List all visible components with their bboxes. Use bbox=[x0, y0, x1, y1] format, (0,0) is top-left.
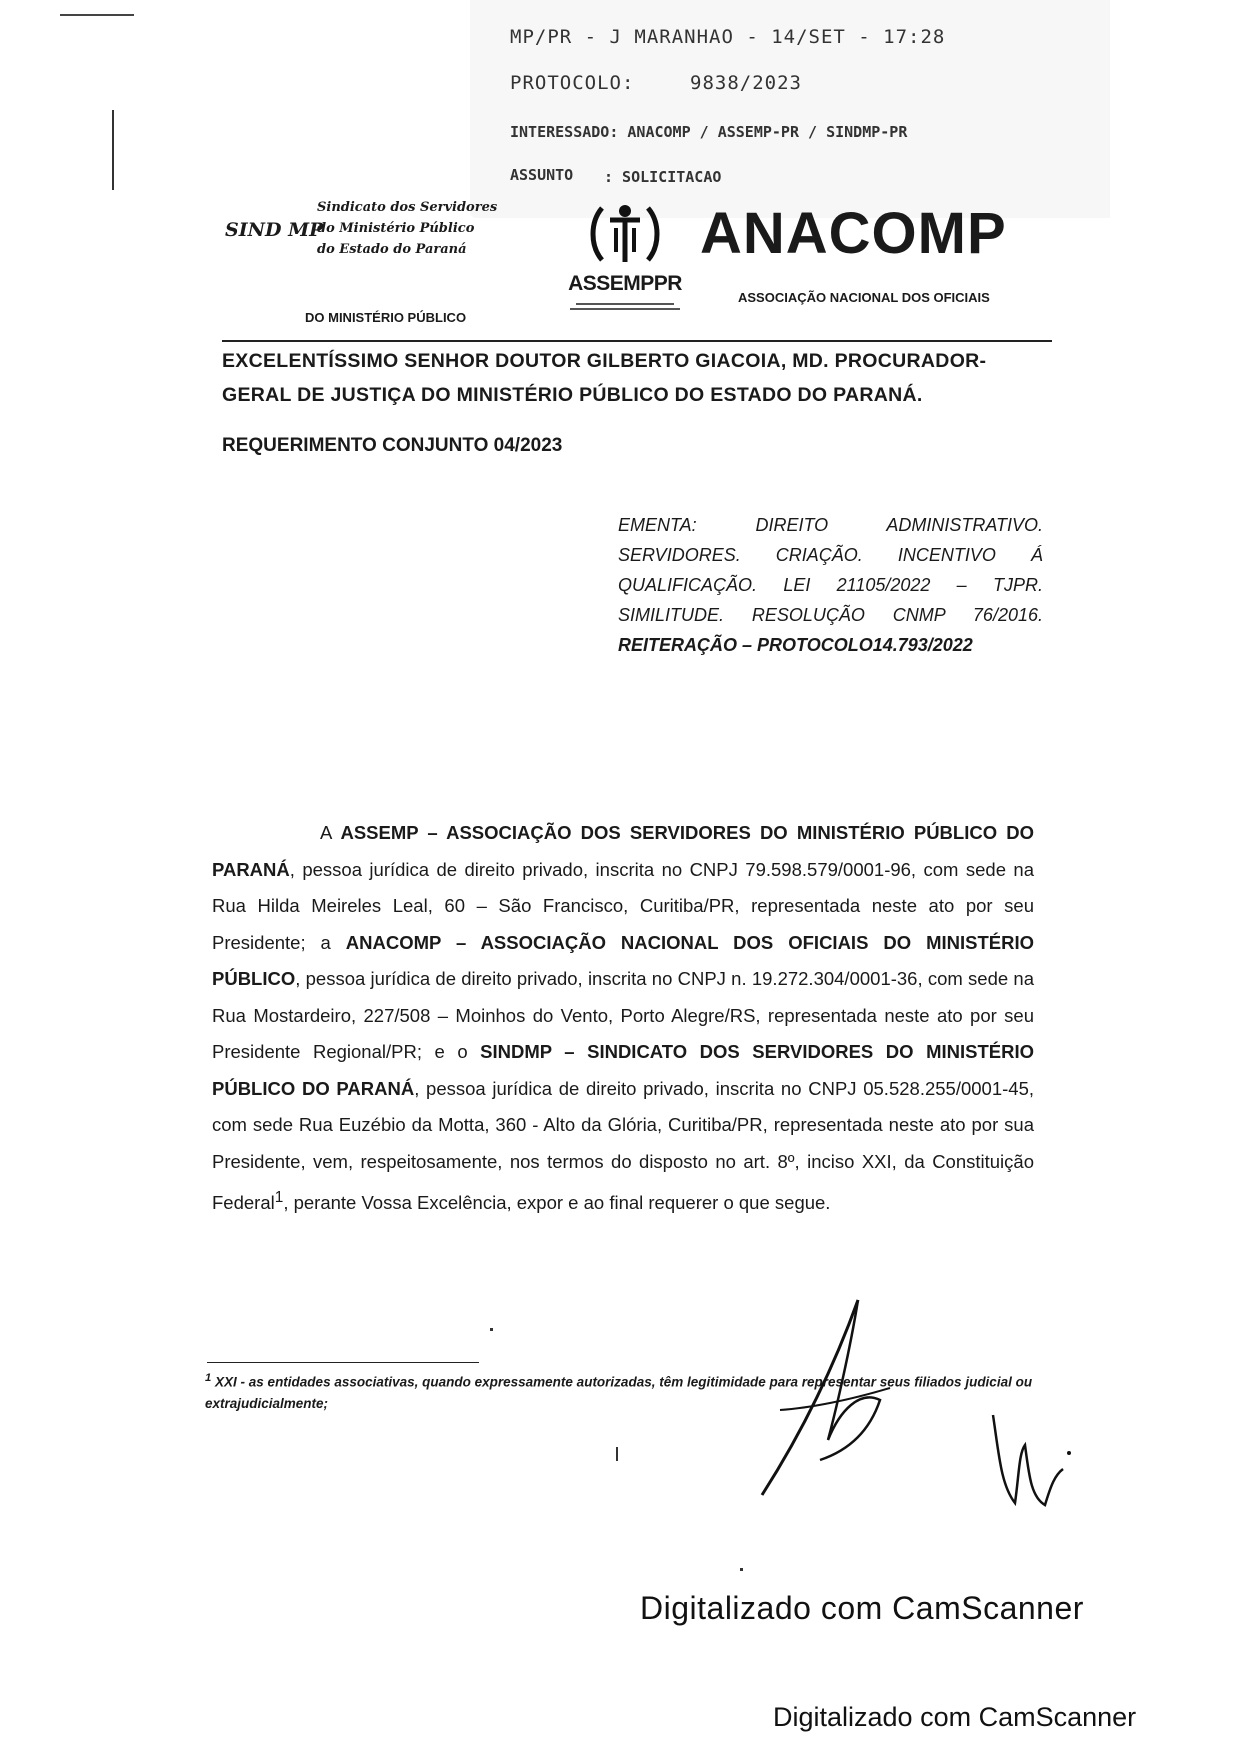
camscanner-watermark-upper: Digitalizado com CamScanner bbox=[640, 1590, 1084, 1626]
addressee-heading: EXCELENTÍSSIMO SENHOR DOUTOR GILBERTO GIACOIA, MD. PROCURADOR-GERAL DE JUSTIÇA DO MINISTÉRIO PÚBLICO DO ESTADO DO PARANÁ. bbox=[222, 350, 987, 406]
ementa-line: REITERAÇÃO – PROTOCOLO14.793/2022 bbox=[618, 635, 973, 655]
scan-dot bbox=[490, 1328, 493, 1331]
body-paragraph: A ASSEMP – ASSOCIAÇÃO DOS SERVIDORES DO MINISTÉRIO PÚBLICO DO PARANÁ, pessoa jurídica de direito privado, inscrita no CNPJ 79.598.579/0001-96, com sede na Rua Hilda Meireles Leal, 60 – São Francisco, Curitiba/PR, representada neste ato por seu Presidente; a ANACOMP – ASSOCIAÇÃO NACIONAL DOS OFICIAIS DO MINISTÉRIO PÚBLICO, pessoa jurídica de direito privado, inscrita no CNPJ n. 19.272.304/0001-36, com sede na Rua Mostardeiro, 227/508 – Moinhos do Vento, Porto Alegre/RS, representada neste ato por seu Presidente Regional/PR; e o SINDMP – SINDICATO DOS SERVIDORES DO MINISTÉRIO PÚBLICO DO PARANÁ, pessoa jurídica de direito privado, inscrita no CNPJ 05.528.255/0001-45, com sede Rua Euzébio da Motta, 360 - Alto da Glória, Curitiba/PR, representada neste ato por sua Presidente, vem, respeitosamente, nos termos do disposto no art. 8º, inciso XXI, da Constituição Federal$^1$, perante Vossa Excelência, expor e ao final requerer o que segue. bbox=[212, 822, 1034, 1214]
scan-mark bbox=[112, 110, 114, 190]
entity-assemp: ASSEMP – ASSOCIAÇÃO DOS SERVIDORES DO MINISTÉRIO PÚBLICO DO PARANÁ bbox=[212, 822, 1034, 880]
ementa-line: QUALIFICAÇÃO. LEI 21105/2022 – TJPR. bbox=[618, 575, 1043, 595]
signature-2 bbox=[985, 1405, 1080, 1515]
header-divider bbox=[222, 340, 1052, 342]
ementa-line: SERVIDORES. CRIAÇÃO. INCENTIVO Á bbox=[618, 545, 1043, 565]
footnote-text: XXI - as entidades associativas, quando expressamente autorizadas, têm legitimidade para representar seus filiados judicial ou extrajudicialmente; bbox=[205, 1374, 1033, 1411]
anacomp-subtitle: ASSOCIAÇÃO NACIONAL DOS OFICIAIS bbox=[738, 290, 990, 305]
entity-sindmp: SINDMP – SINDICATO DOS SERVIDORES DO MINISTÉRIO PÚBLICO DO PARANÁ bbox=[212, 1041, 1034, 1099]
assemp-tagline-graphic bbox=[570, 302, 680, 312]
ementa-block bbox=[618, 510, 1043, 660]
ementa-line: EMENTA: DIREITO ADMINISTRATIVO. bbox=[618, 515, 1043, 535]
assemp-emblem-icon bbox=[588, 202, 662, 266]
stamp-assunto-label: ASSUNTO bbox=[510, 166, 574, 184]
stamp-date-line: MP/PR - J MARANHAO - 14/SET - 17:28 bbox=[510, 26, 946, 48]
sindmp-abbr: SIND MP bbox=[225, 219, 324, 241]
assemp-logo bbox=[560, 202, 690, 320]
anacomp-logo bbox=[700, 200, 1050, 310]
sindmp-full-name: Sindicato dos Servidores do Ministério Público do Estado do Paraná bbox=[317, 200, 498, 257]
scan-mark bbox=[616, 1447, 618, 1461]
sindmp-logo bbox=[225, 197, 525, 269]
protocol-stamp bbox=[470, 0, 1110, 218]
stamp-assunto-value: : SOLICITACAO bbox=[604, 168, 722, 186]
stamp-interessado: INTERESSADO: ANACOMP / ASSEMP-PR / SINDMP-PR bbox=[510, 123, 908, 141]
document-title: REQUERIMENTO CONJUNTO 04/2023 bbox=[222, 435, 563, 456]
ementa-line: SIMILITUDE. RESOLUÇÃO CNMP 76/2016. bbox=[618, 605, 1043, 625]
footnote bbox=[205, 1368, 1035, 1414]
scan-dot bbox=[740, 1568, 743, 1571]
signature-1 bbox=[740, 1290, 910, 1510]
stamp-protocol-value: 9838/2023 bbox=[690, 72, 802, 94]
footnote-divider bbox=[207, 1362, 479, 1363]
anacomp-name: ANACOMP bbox=[700, 201, 1007, 266]
scan-mark bbox=[60, 14, 134, 16]
camscanner-watermark-lower: Digitalizado com CamScanner bbox=[773, 1702, 1137, 1732]
footnote-ref: 1 bbox=[274, 1189, 284, 1206]
assemp-name: ASSEMPPR bbox=[568, 272, 682, 295]
stamp-protocol-label: PROTOCOLO: bbox=[510, 72, 635, 94]
sindmp-subtitle: DO MINISTÉRIO PÚBLICO bbox=[305, 310, 467, 325]
footnote-number: 1 bbox=[205, 1372, 212, 1384]
entity-anacomp: ANACOMP – ASSOCIAÇÃO NACIONAL DOS OFICIAIS DO MINISTÉRIO PÚBLICO bbox=[212, 931, 1034, 989]
